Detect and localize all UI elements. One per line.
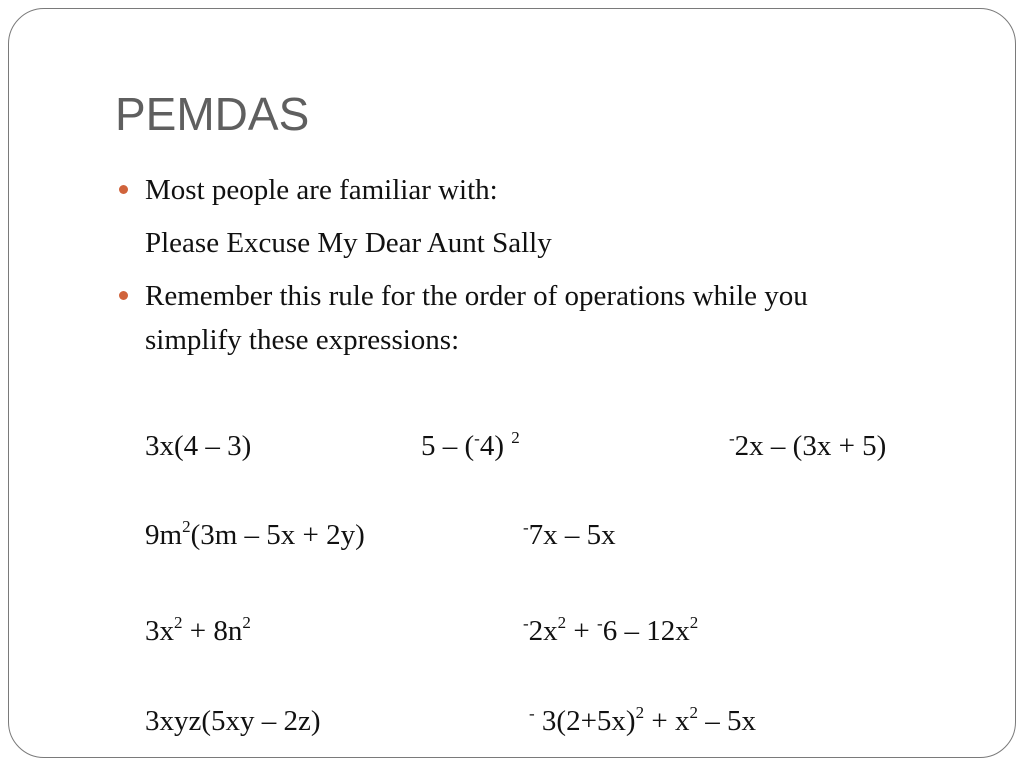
expression-7 — [523, 615, 698, 648]
exponent: 2 — [689, 613, 699, 632]
bullet-1-continuation: Please Excuse My Dear Aunt Sally — [145, 227, 552, 259]
expression-3 — [729, 430, 886, 463]
negative-sign: - — [523, 614, 529, 633]
expression-4 — [145, 519, 365, 552]
negative-sign: - — [474, 429, 480, 448]
expr-text: 3(2+5x) — [534, 705, 636, 737]
exponent: 2 — [635, 703, 645, 722]
expr-text: + — [566, 615, 598, 647]
expr-text: + 8n — [182, 615, 243, 647]
slide — [8, 8, 1016, 758]
expr-text: (3m – 5x + 2y) — [190, 519, 365, 551]
expression-1 — [145, 430, 251, 463]
negative-sign: - — [729, 429, 735, 448]
expr-text: 3x(4 – 3) — [145, 430, 252, 462]
expr-text: 5 – ( — [421, 430, 475, 462]
expr-text: 2x – (3x + 5) — [734, 430, 887, 462]
bullet-1-text: Most people are familiar with: — [145, 174, 498, 206]
slide-title: PEMDAS — [115, 88, 310, 140]
exponent: 2 — [511, 428, 520, 447]
bullet-2-line-2: simplify these expressions: — [145, 324, 460, 356]
negative-sign: - — [523, 518, 529, 537]
expression-6 — [145, 615, 251, 648]
bullet-dot-icon — [119, 185, 128, 194]
expr-text: 7x – 5x — [528, 519, 616, 551]
expr-text: 4) — [479, 430, 505, 462]
expr-text: 2x — [528, 615, 558, 647]
expr-text: – 5x — [697, 705, 756, 737]
exponent: 2 — [242, 613, 251, 632]
negative-sign: - — [529, 704, 535, 723]
bullet-2-line-1: Remember this rule for the order of operations while you — [145, 280, 808, 312]
expr-text: 6 – 12x — [602, 615, 690, 647]
negative-sign: - — [597, 614, 603, 633]
exponent: 2 — [689, 703, 698, 722]
expression-5 — [523, 519, 616, 552]
expr-text: 3xyz(5xy – 2z) — [145, 705, 321, 737]
expression-8 — [145, 705, 321, 738]
expression-9 — [529, 705, 756, 738]
expr-text: 3x — [145, 615, 174, 647]
exponent: 2 — [174, 613, 183, 632]
expr-text: 9m — [145, 519, 183, 551]
bullet-dot-icon — [119, 291, 128, 300]
exponent: 2 — [557, 613, 567, 632]
expr-text: + x — [644, 705, 690, 737]
exponent: 2 — [182, 517, 191, 536]
expression-2 — [421, 430, 520, 463]
